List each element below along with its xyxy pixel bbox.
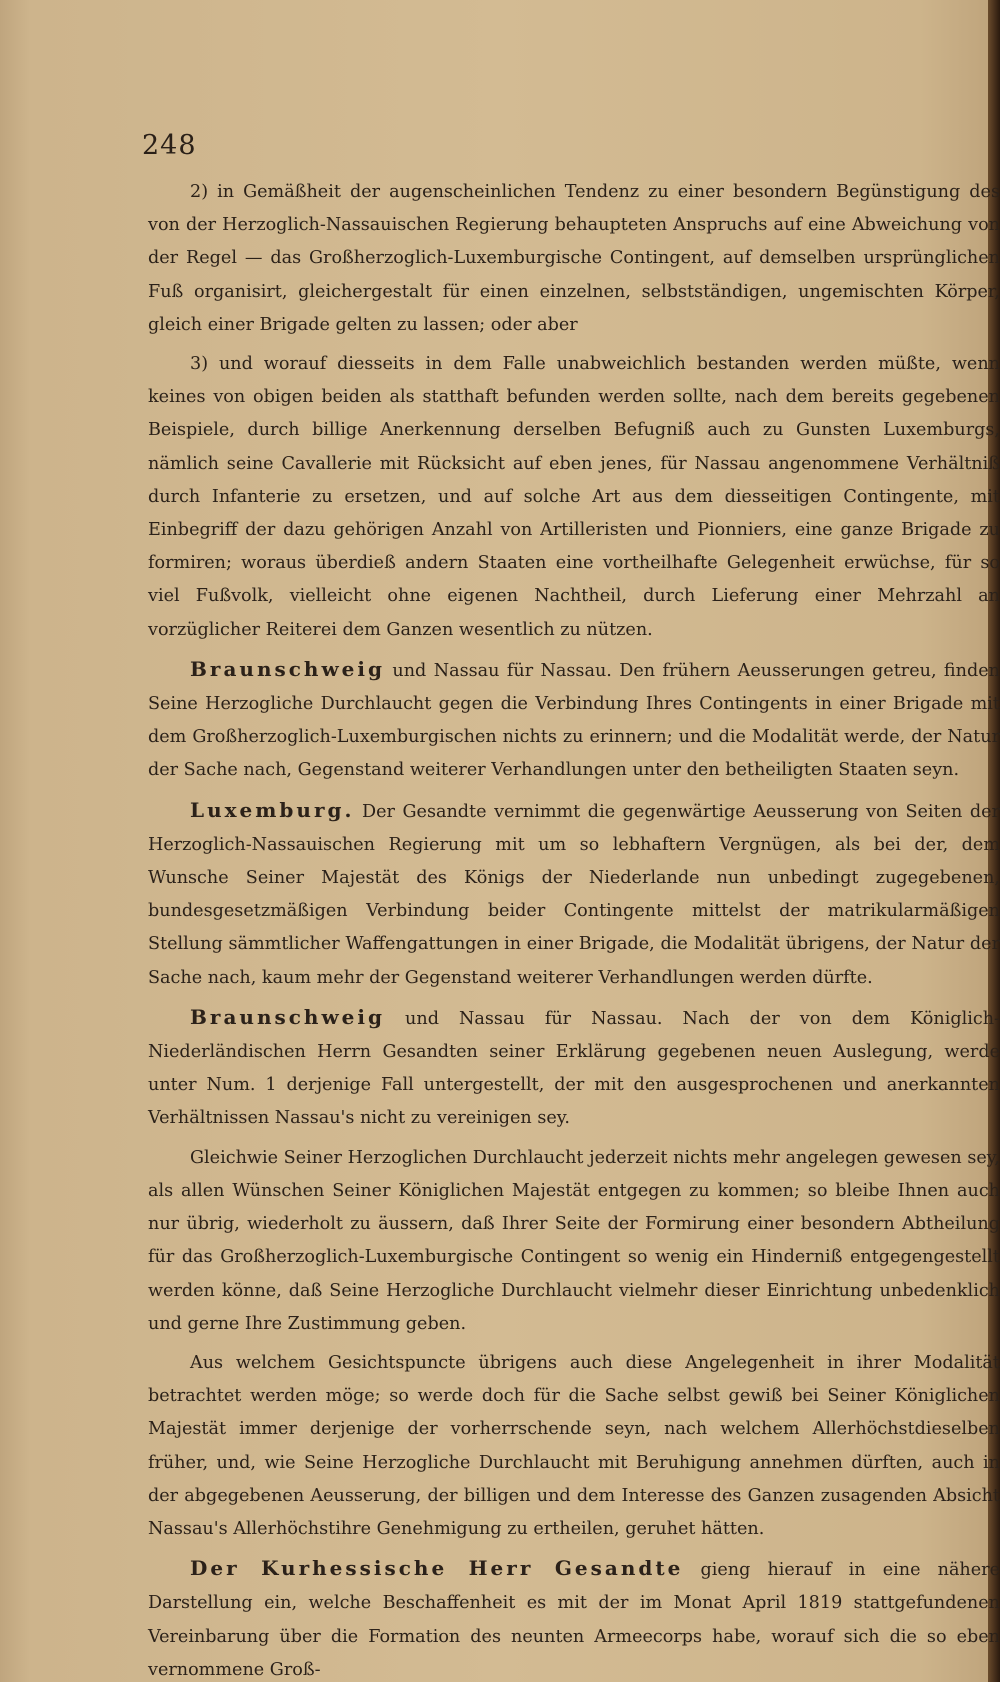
speaker-label: Braunschweig <box>190 656 385 681</box>
paragraph-5 <box>148 1001 1000 1136</box>
paragraph-4-text: Der Gesandte vernimmt die gegenwärtige Aeusserung von Seiten der Herzoglich-Nassauischen Regierung mit um so lebhaftern Vergnügen, als bei der, dem Wunsche Seiner Majestät des Königs der Niederlande nun unbedingt zugegebenen, bundesgesetzmäßigen Verbindung beider Contingente mittelst der matrikularmäßigen Stellung sämmtlicher Waffengattungen in einer Brigade, die Modalität übrigens, der Natur der Sache nach, kaum mehr der Gegenstand weiterer Verhandlungen werden dürfte. <box>148 801 1000 988</box>
paragraph-8 <box>148 1552 1000 1682</box>
paragraph-1 <box>148 176 1000 342</box>
paragraph-2-text: 3) und worauf diesseits in dem Falle unabweichlich bestanden werden müßte, wenn keines von obigen beiden als statthaft befunden werden sollte, nach dem bereits gegebenen Beispiele, durch billige Anerkennung derselben Befugniß auch zu Gunsten Luxemburgs, nämlich seine Cavallerie mit Rücksicht auf eben jenes, für Nassau angenommene Verhältniß durch Infanterie zu ersetzen, und auf solche Art aus dem diesseitigen Contingente, mit Einbegriff der dazu gehörigen Anzahl von Artilleristen und Pionniers, eine ganze Brigade zu formiren; woraus überdieß andern Staaten eine vortheilhafte Gelegenheit erwüchse, für so viel Fußvolk, vielleicht ohne eigenen Nachtheil, durch Lieferung einer Mehrzahl an vorzüglicher Reiterei dem Ganzen wesentlich zu nützen. <box>148 354 1000 640</box>
speaker-label: Luxemburg. <box>190 797 355 822</box>
paragraph-6-text: Gleichwie Seiner Herzoglichen Durchlaucht jederzeit nichts mehr angelegen gewesen sey, als allen Wünschen Seiner Königlichen Majestät entgegen zu kommen; so bleibe Ihnen auch nur übrig, wiederholt zu äussern, daß Ihrer Seite der Formirung einer besondern Abtheilung für das Großherzoglich-Luxemburgische Contingent so wenig ein Hinderniß entgegengestellt werden könne, daß Seine Herzogliche Durchlaucht vielmehr dieser Einrichtung unbedenklich und gerne Ihre Zustimmung geben. <box>148 1147 1000 1334</box>
paragraph-4 <box>148 794 1000 995</box>
paragraph-3-text: und Nassau für Nassau. Den frühern Aeusserungen getreu, finden Seine Herzogliche Durchlaucht gegen die Verbindung Ihres Contingents in einer Brigade mit dem Großherzoglich-Luxemburgischen nichts zu erinnern; und die Modalität werde, der Natur der Sache nach, Gegenstand weiterer Verhandlungen unter den betheiligten Staaten seyn. <box>148 660 1000 781</box>
paragraph-7-text: Aus welchem Gesichtspuncte übrigens auch diese Angelegenheit in ihrer Modalität betrachtet werden möge; so werde doch für die Sache selbst gewiß bei Seiner Königlichen Majestät immer derjenige der vorherrschende seyn, nach welchem Allerhöchstdieselben früher, und, wie Seine Herzogliche Durchlaucht mit Beruhigung annehmen dürften, auch in der abgegebenen Aeusserung, der billigen und dem Interesse des Ganzen zusagenden Absicht Nassau's Allerhöchstihre Genehmigung zu ertheilen, geruhet hätten. <box>148 1352 1000 1539</box>
paragraph-5-text: und Nassau für Nassau. Nach der von dem Königlich-Niederländischen Herrn Gesandten seiner Erklärung gegebenen neuen Auslegung, werde unter Num. 1 derjenige Fall untergestellt, der mit den ausgesprochenen und anerkannten Verhältnissen Nassau's nicht zu vereinigen sey. <box>148 1008 1000 1129</box>
paragraph-3 <box>148 653 1000 788</box>
page-number: 248 <box>142 130 197 161</box>
paragraph-7 <box>148 1347 1000 1546</box>
paragraph-2 <box>148 348 1000 647</box>
paragraph-1-text: 2) in Gemäßheit der augenscheinlichen Tendenz zu einer besondern Begünstigung des von der Herzoglich-Nassauischen Regierung behaupteten Anspruchs auf eine Abweichung von der Regel — das Großherzoglich-Luxemburgische Contingent, auf demselben ursprünglichen Fuß organisirt, gleichergestalt für einen einzelnen, selbstständigen, ungemischten Körper, gleich einer Brigade gelten zu lassen; oder aber <box>148 182 1000 335</box>
page-text-body <box>148 176 1000 1682</box>
speaker-label: Der Kurhessische Herr Gesandte <box>190 1556 684 1581</box>
paragraph-6 <box>148 1142 1000 1341</box>
paragraph-8-text: gieng hierauf in eine nähere Darstellung ein, welche Beschaffenheit es mit der im Monat April 1819 stattgefundenen Vereinbarung über die Formation des neunten Armeecorps habe, worauf sich die so eben vernommene Groß- <box>148 1560 1000 1680</box>
speaker-label: Braunschweig <box>190 1004 385 1029</box>
